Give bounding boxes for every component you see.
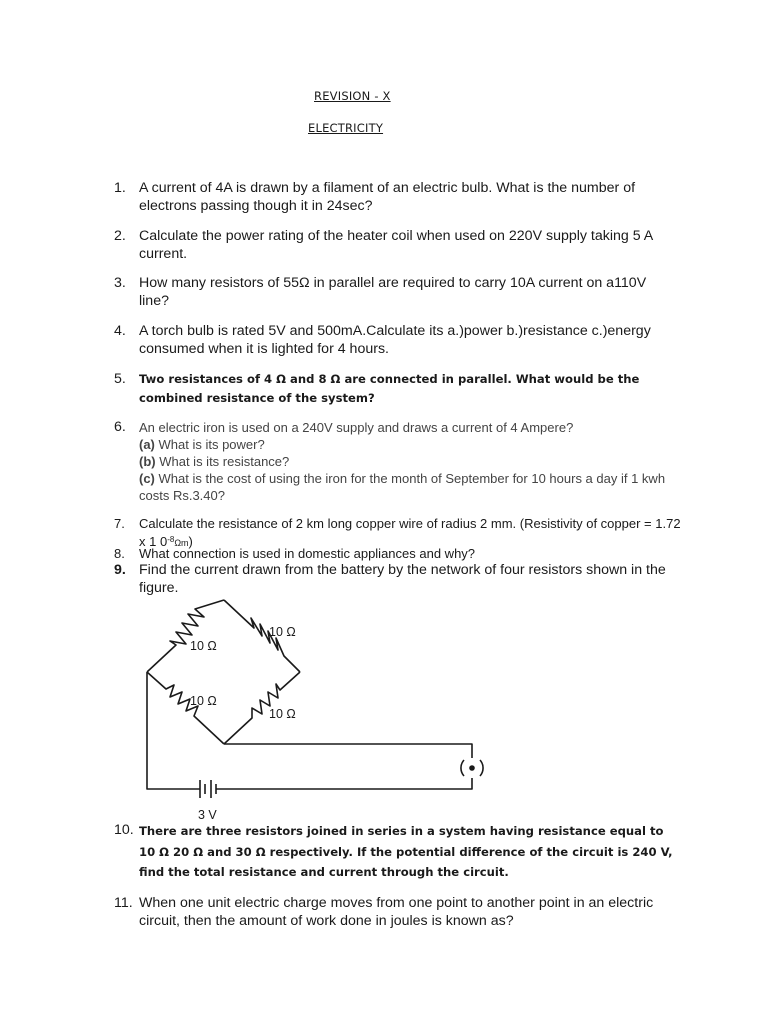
question-text: Calculate the power rating of the heater coil when used on 220V supply taking 5 A current. [139,228,653,262]
question-part-a: (a) What is its power? [139,437,265,452]
meter-dot [469,765,475,771]
question-text: How many resistors of 55Ω in parallel are required to carry 10A current on a110V line? [139,275,647,309]
resistor-top-left [147,600,224,672]
question-number: 7. [114,516,125,531]
question-number: 10. [114,822,134,838]
question-number: 4. [114,323,126,339]
question-number: 9. [114,562,126,578]
question-text: Calculate the resistance of 2 km long copper wire of radius 2 mm. (Resistivity of copper = 1.72 x 1 $0^{-8}\Omega m$) [139,516,681,549]
label-r-top-right: 10 Ω [269,625,296,639]
wire-right [224,744,472,758]
label-r-bottom-right: 10 Ω [269,707,296,721]
question-number: 5. [114,371,126,387]
question-number: 1. [114,180,126,196]
label-r-bottom-left: 10 Ω [190,694,217,708]
question-number: 8. [114,546,125,561]
question-number: 2. [114,228,126,244]
question-10 [114,821,674,883]
question-number: 11. [114,895,133,911]
question-part-b: (b) What is its resistance? [139,454,290,469]
document-subject: ELECTRICITY [308,121,384,135]
question-text: A torch bulb is rated 5V and 500mA.Calculate its a.)power b.)resistance c.)energy consumed when it is lighted for 4 hours. [139,323,651,357]
wire-left [147,672,200,789]
battery-symbol [200,780,216,798]
question-text: Two resistances of 4 Ω and 8 Ω are connected in parallel. What would be the combined resistance of the system? [139,372,640,405]
question-text: A current of 4A is drawn by a filament of an electric bulb. What is the number of electrons passing though it in 24sec? [139,180,636,214]
label-battery: 3 V [198,808,217,822]
question-text: What connection is used in domestic appliances and why? [139,546,476,561]
wire-bottom [216,778,472,789]
question-text: Find the current drawn from the battery by the network of four resistors shown in the figure. [139,562,666,596]
question-number: 3. [114,275,126,291]
question-text: An electric iron is used on a 240V supply and draws a current of 4 Ampere? [139,420,574,435]
question-text: When one unit electric charge moves from one point to another point in an electric circuit, then the amount of work done in joules is known as? [139,895,654,929]
question-11 [114,894,674,930]
question-part-c: (c) What is the cost of using the iron for the month of September for 10 hours a day if 1 kwh costs Rs.3.40? [139,471,666,503]
label-r-top-left: 10 Ω [190,639,217,653]
question-text: There are three resistors joined in series in a system having resistance equal to 10 Ω 20 Ω and 30 Ω respectively. If the potential difference of the circuit is 240 V, find the total resistance and current through the circuit. [139,824,673,879]
document-title: REVISION - X [314,89,391,103]
resistor-bottom-left [147,672,224,744]
question-number: 6. [114,419,126,435]
